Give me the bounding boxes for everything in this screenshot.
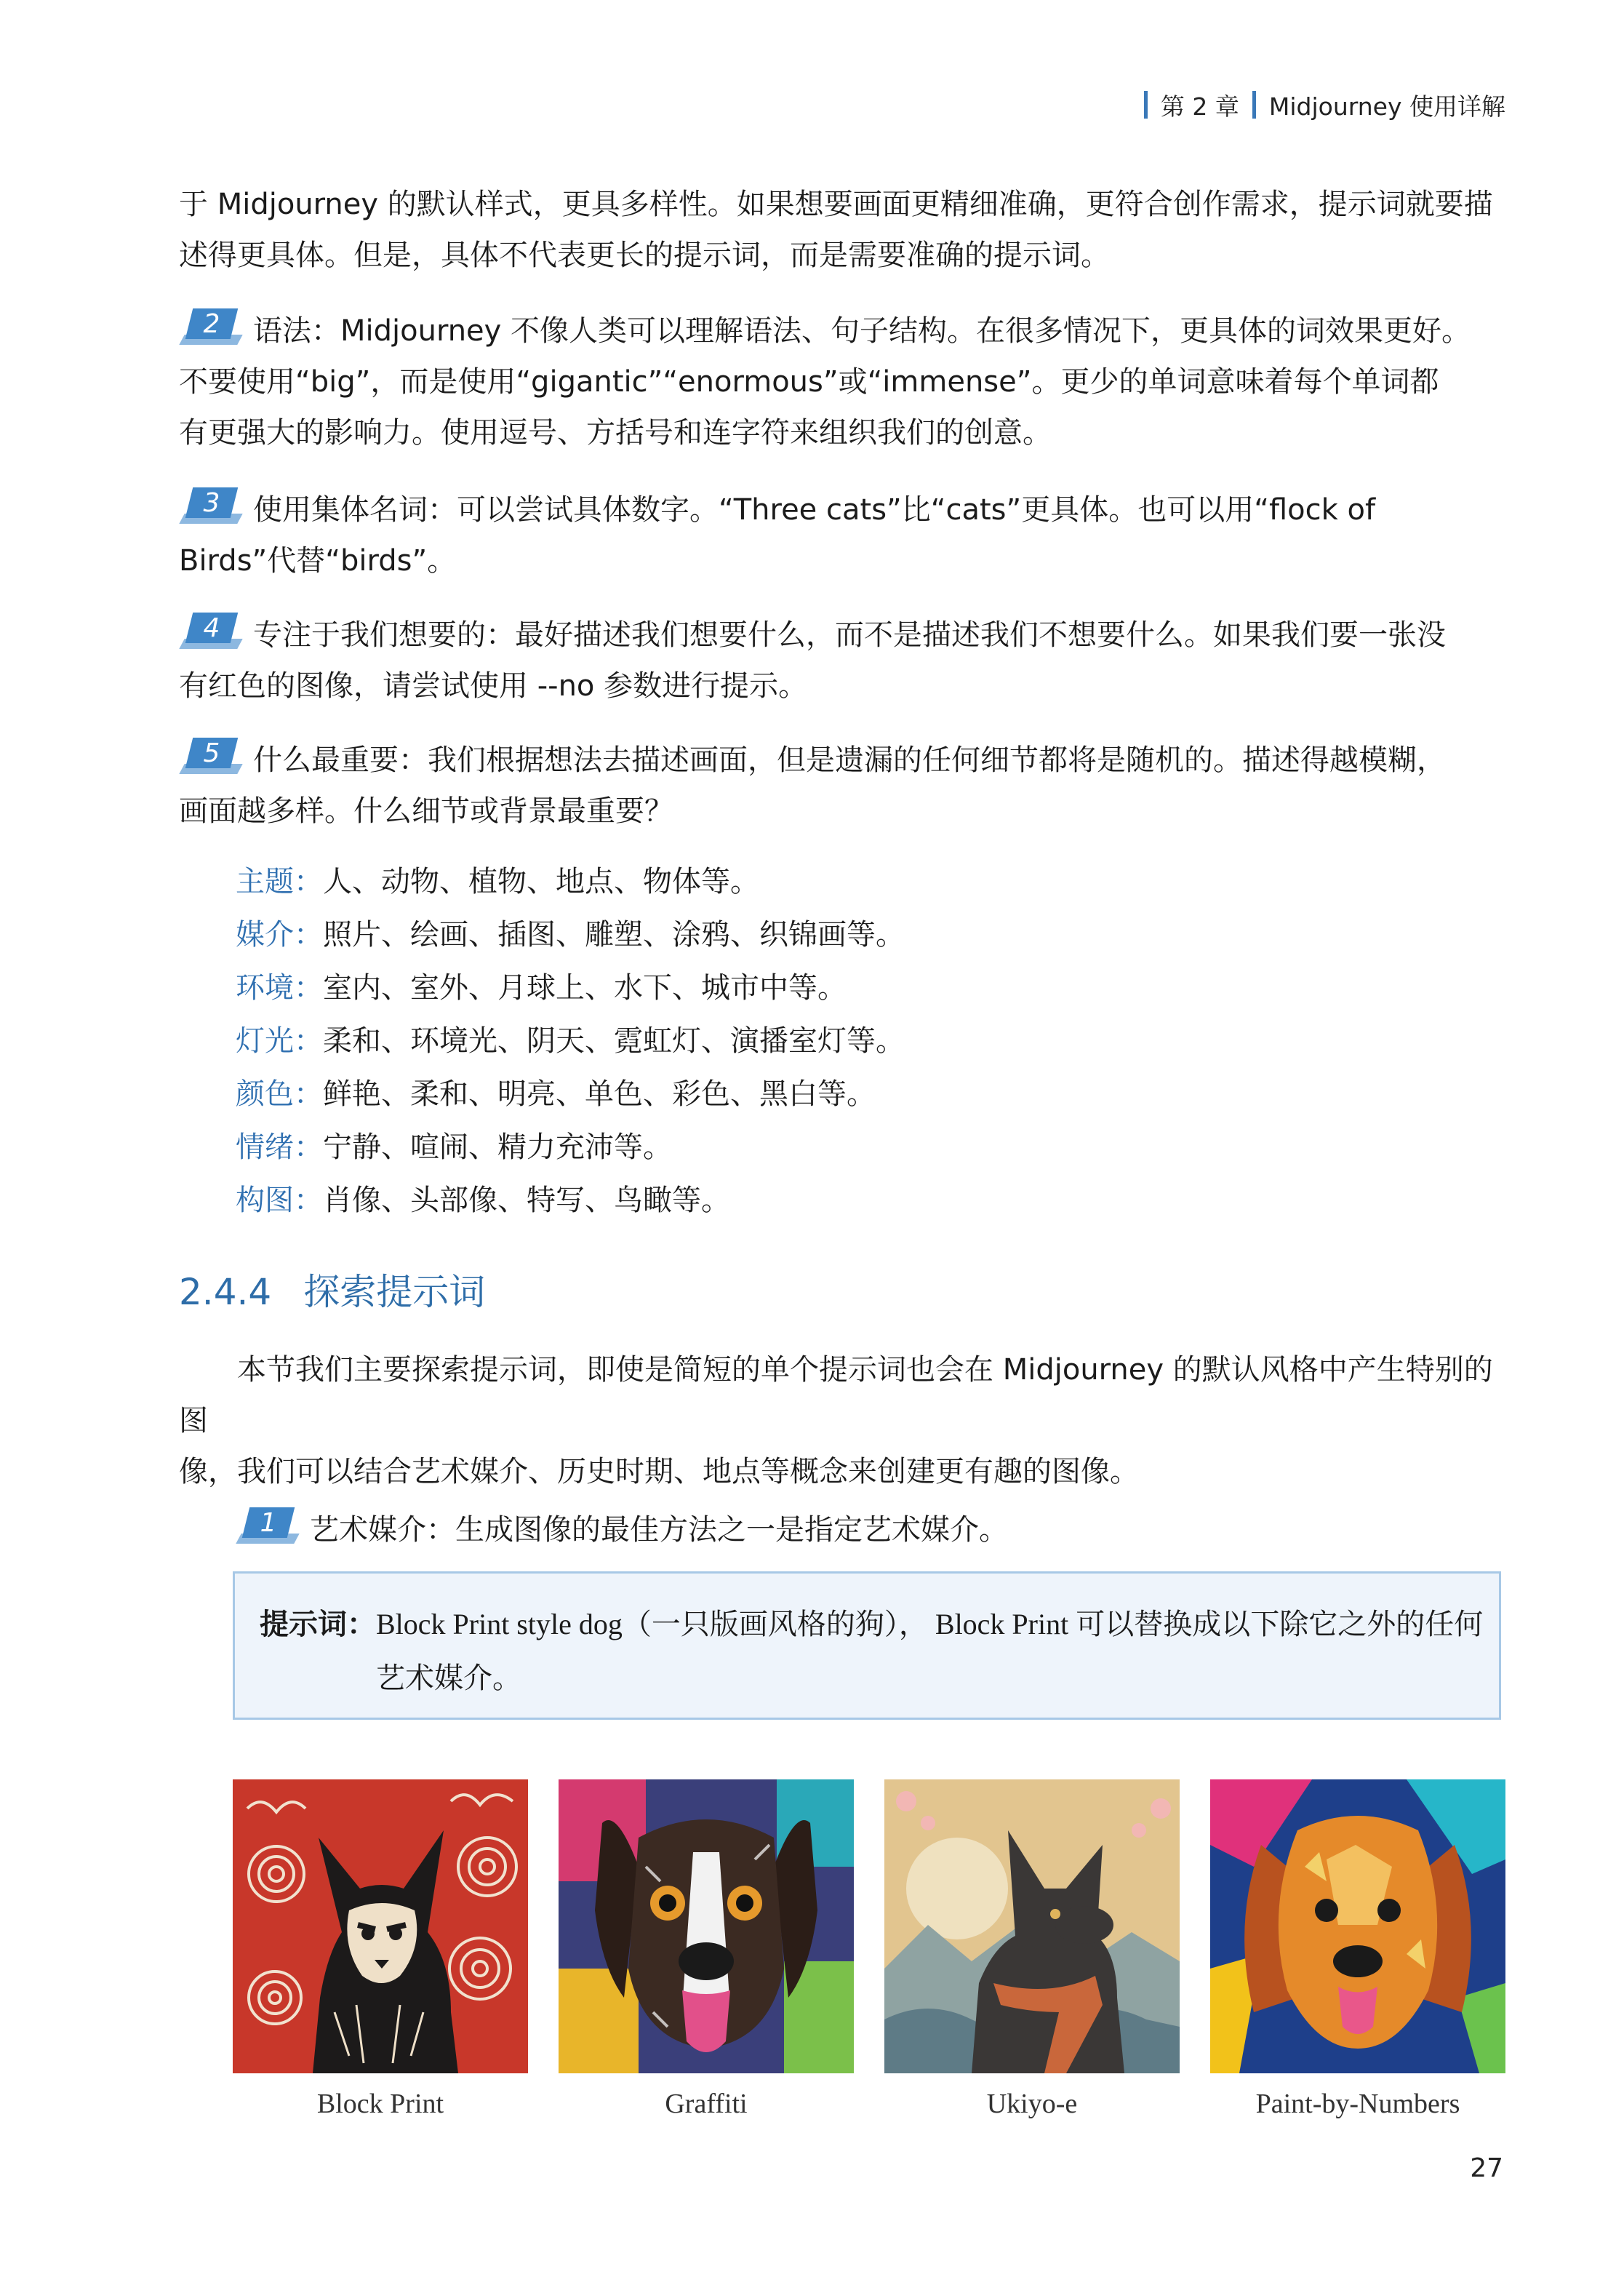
tip-text: 语法：Midjourney 不像人类可以理解语法、句子结构。在很多情况下，更具体的词效果更好。 xyxy=(253,314,1471,348)
number-tag: 1 xyxy=(236,1507,297,1544)
prompt-text: 艺术媒介。 xyxy=(376,1662,521,1694)
section-heading xyxy=(179,1263,485,1315)
tip-text: 有更强大的影响力。使用逗号、方括号和连字符来组织我们的创意。 xyxy=(179,416,1052,450)
category-item: 灯光：柔和、环境光、阴天、霓虹灯、演播室灯等。 xyxy=(236,1024,905,1058)
tip-text: 有红色的图像，请尝试使用 --no 参数进行提示。 xyxy=(179,669,808,703)
header-divider xyxy=(1252,91,1256,119)
section-number: 2.4.4 xyxy=(179,1271,272,1313)
image-caption: Ukiyo-e xyxy=(986,2089,1078,2119)
page-number: 27 xyxy=(1470,2153,1503,2183)
category-item: 媒介：照片、绘画、插图、雕塑、涂鸦、织锦画等。 xyxy=(236,918,905,952)
image-caption: Graffiti xyxy=(665,2089,748,2119)
tip-text: 不要使用“big”，而是使用“gigantic”“enormous”或“immense”。更少的单词意味着每个单词都 xyxy=(179,365,1439,399)
header-title: Midjourney 使用详解 xyxy=(1268,92,1505,121)
intro-paragraph xyxy=(179,179,1505,281)
graffiti-dog-image xyxy=(559,1779,854,2073)
number-tag: 3 xyxy=(179,487,240,524)
paragraph-line: 于 Midjourney 的默认样式，更具多样性。如果想要画面更精细准确，更符合创作需求，提示词就要描 xyxy=(179,188,1493,221)
tip-text: Birds”代替“birds”。 xyxy=(179,544,457,578)
number-tag: 5 xyxy=(179,738,240,774)
category-item: 颜色：鲜艳、柔和、明亮、单色、彩色、黑白等。 xyxy=(236,1077,876,1111)
category-item: 构图：肖像、头部像、特写、鸟瞰等。 xyxy=(236,1184,730,1217)
category-item: 情绪：宁静、喧闹、精力充沛等。 xyxy=(236,1130,672,1164)
tip-importance xyxy=(179,735,1505,837)
tip-focus xyxy=(179,610,1505,711)
block-print-dog-image xyxy=(233,1779,528,2073)
tip-text: 专注于我们想要的：最好描述我们想要什么，而不是描述我们不想要什么。如果我们要一张没 xyxy=(253,618,1446,652)
number-tag: 2 xyxy=(179,308,240,345)
tip-text: 艺术媒介：生成图像的最佳方法之一是指定艺术媒介。 xyxy=(310,1513,1008,1547)
section-title: 探索提示词 xyxy=(303,1271,486,1313)
category-list xyxy=(236,860,905,1222)
paint-by-numbers-dog-image xyxy=(1210,1779,1505,2073)
tip-text: 什么最重要：我们根据想法去描述画面，但是遗漏的任何细节都将是随机的。描述得越模糊， xyxy=(253,743,1446,777)
prompt-text: Block Print style dog（一只版画风格的狗）， Block Print 可以替换成以下除它之外的任何 xyxy=(376,1608,1484,1640)
tip-collective-nouns xyxy=(179,484,1505,586)
header-divider xyxy=(1144,91,1148,119)
section-paragraph xyxy=(179,1344,1505,1497)
paragraph-line: 述得更具体。但是，具体不代表更长的提示词，而是需要准确的提示词。 xyxy=(179,239,1110,272)
prompt-label: 提示词： xyxy=(260,1608,376,1640)
prompt-box xyxy=(233,1571,1501,1720)
paragraph-line: 像，我们可以结合艺术媒介、历史时期、地点等概念来创建更有趣的图像。 xyxy=(179,1455,1139,1488)
tip-text: 使用集体名词：可以尝试具体数字。“Three cats”比“cats”更具体。也可以用“flock of xyxy=(253,493,1376,527)
tip-art-medium xyxy=(236,1504,1501,1555)
category-item: 主题：人、动物、植物、地点、物体等。 xyxy=(236,865,759,898)
running-header xyxy=(1144,90,1505,119)
tip-grammar xyxy=(179,306,1505,458)
ukiyo-e-dog-image xyxy=(884,1779,1180,2073)
tip-text: 画面越多样。什么细节或背景最重要？ xyxy=(179,794,673,828)
header-chapter: 第 2 章 xyxy=(1160,92,1239,121)
image-caption: Paint-by-Numbers xyxy=(1255,2089,1460,2119)
image-caption: Block Print xyxy=(316,2089,444,2119)
category-item: 环境：室内、室外、月球上、水下、城市中等。 xyxy=(236,971,847,1005)
paragraph-line: 本节我们主要探索提示词，即使是简短的单个提示词也会在 Midjourney 的默认风格中产生特别的图 xyxy=(179,1353,1493,1437)
number-tag: 4 xyxy=(179,613,240,649)
